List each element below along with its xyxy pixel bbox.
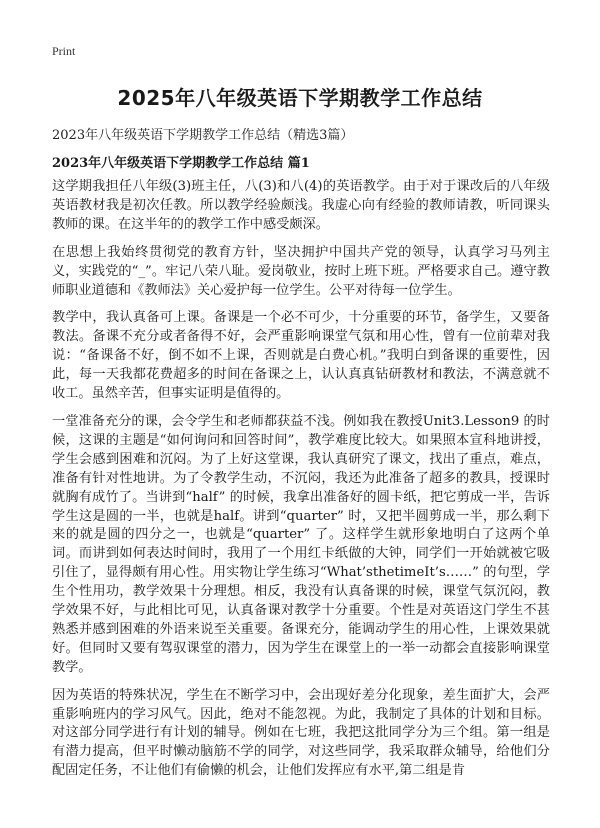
print-label[interactable]: Print [52,44,76,58]
paragraph: 这学期我担任八年级(3)班主任，八(3)和八(4)的英语教学。由于对于课改后的八年级英语教材我是初次任教。所以教学经验颇浅。我虚心向有经验的教师请教，听同课头教师的课。在这半年的的教学工作中感受颇深。 [52,179,550,232]
section-heading: 2023年八年级英语下学期教学工作总结 篇1 [52,156,310,171]
paragraph: 一堂准备充分的课，会令学生和老师都获益不浅。例如我在教授Unit3.Lesson9 的时候，这课的主题是“如何询问和回答时间”，教学难度比较大。如果照本宣科地讲授，学生会感到困难和沉闷。为了上好这堂课，我认真研究了课文，找出了重点，难点，准备有针对性地讲。为了令教学生动，不沉闷，我还为此准备了超多的教具，授课时就胸有成竹了。当讲到“half” 的时候，我拿出准备好的圆卡纸，把它剪成一半，告诉学生这是圆的一半，也就是half。讲到“quarter” 时，又把半圆剪成一半，那么剩下来的就是圆的四分之一，也就是“quarter” 了。这样学生就形象地明白了这两个单词。而讲到如何表达时间时，我用了一个用红卡纸做的大钟，同学们一开始就被它吸引住了，显得颇有用心性。用实物让学生练习“What’sthetimeIt’s……” 的句型，学生个性用功，教学效果十分理想。相反，我没有认真备课的时候，课堂气氛沉闷，教学效果不好，与此相比可见，认真备课对教学十分重要。个性是对英语这门学生不甚熟悉并感到困难的外语来说至关重要。备课充分，能调动学生的用心性，上课效果就好。但同时又要有驾驭课堂的潜力，因为学生在课堂上的一举一动都会直接影响课堂教学。 [52,413,550,675]
page-title: 2025年八年级英语下学期教学工作总结 [117,86,483,110]
document-body [52,178,550,790]
paragraph: 在思想上我始终贯彻党的教育方针，坚决拥护中国共产党的领导，认真学习马列主义，实践党的“_”。牢记八荣八耻。爱岗敬业，按时上班下班。严格要求自己。遵守教师职业道德和《教师法》关心爱护每一位学生。公平对待每一位学生。 [52,244,550,298]
paragraph: 因为英语的特殊状况，学生在不断学习中，会出现好差分化现象，差生面扩大，会严重影响班内的学习风气。因此，绝对不能忽视。为此，我制定了具体的计划和目标。对这部分同学进行有计划的辅导。例如在七班，我把这批同学分为三个组。第一组是有潜力提高，但平时懒动脑筋不学的同学，对这些同学，我采取群众辅导，给他们分配固定任务，不让他们有偷懒的机会，让他们发挥应有水平,第二组是肯 [52,687,550,779]
paragraph: 教学中，我认真备可上课。备课是一个必不可少，十分重要的环节，备学生，又要备教法。备课不充分或者备得不好，会严重影响课堂气氛和用心性，曾有一位前辈对我说：“备课备不好，倒不如不上课，否则就是白费心机。”我明白到备课的重要性，因此，每一天我都花费超多的时间在备课之上，认认真真钻研教材和教法，不满意就不收工。虽然辛苦，但事实证明是值得的。 [52,310,550,402]
document-subtitle: 2023年八年级英语下学期教学工作总结（精选3篇） [52,128,354,143]
